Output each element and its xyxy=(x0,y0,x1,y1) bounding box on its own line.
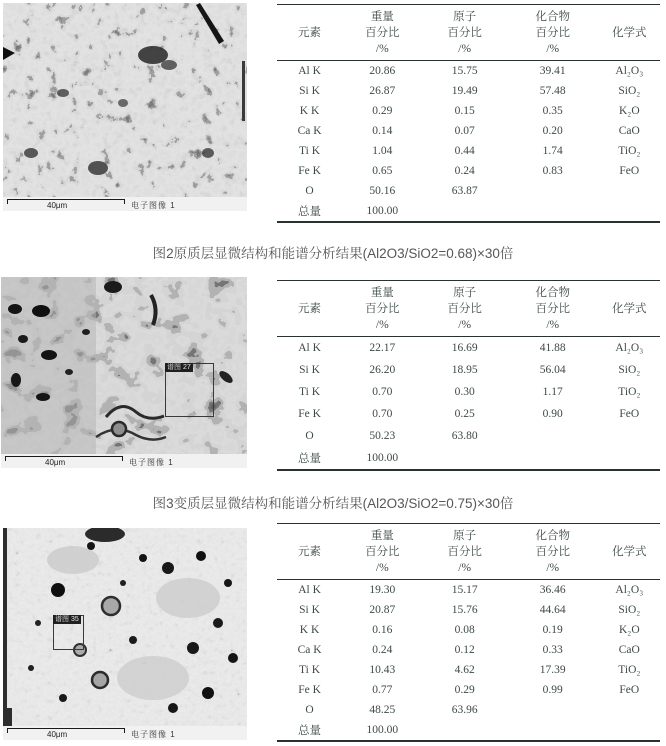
table-row xyxy=(277,580,660,600)
table-header-row xyxy=(277,524,660,580)
table-header-cell: 化学式 xyxy=(612,546,647,558)
table-cell: 0.99 xyxy=(542,684,563,696)
scale-strip xyxy=(3,726,247,740)
eds-table-3 xyxy=(277,523,660,742)
table-cell: Fe K xyxy=(298,684,321,696)
table-header-cell: 化合物 百分比 /% xyxy=(535,11,570,55)
table-cell: 56.04 xyxy=(539,364,566,376)
table-cell: 0.90 xyxy=(542,408,563,420)
table-cell: 0.08 xyxy=(454,624,475,636)
table-cell: 0.70 xyxy=(372,386,393,398)
table-cell: 15.75 xyxy=(451,65,478,77)
table-cell: 0.29 xyxy=(454,684,475,696)
table-cell: 0.14 xyxy=(372,125,393,137)
table-row xyxy=(277,660,660,680)
table-cell: K₂O xyxy=(619,624,640,636)
table-cell: K K xyxy=(299,105,320,117)
table-row xyxy=(277,359,660,381)
table-cell: 0.20 xyxy=(542,125,563,137)
sem-image-2 xyxy=(1,277,247,468)
table-header-cell: 元素 xyxy=(298,546,322,558)
image-type-label: 电子图像 1 xyxy=(129,458,174,467)
table-cell: 48.25 xyxy=(369,704,396,716)
spectrum-marker-box xyxy=(165,363,214,417)
table-header-cell: 重量 百分比 /% xyxy=(365,11,400,55)
image-type-label: 电子图像 1 xyxy=(131,730,176,739)
table-cell: 4.62 xyxy=(454,664,475,676)
table-cell: 总量 xyxy=(298,453,322,465)
table-cell: 100.00 xyxy=(366,452,399,464)
spectrum-marker-label: 谱图 35 xyxy=(55,616,79,623)
table-cell: FeO xyxy=(619,408,640,420)
figure-caption-2: 图2原质层显微结构和能谱分析结果(Al2O3/SiO2=0.68)×30倍 xyxy=(152,246,514,261)
table-cell: CaO xyxy=(618,125,640,137)
table-cell: 50.23 xyxy=(369,430,396,442)
table-cell: 0.19 xyxy=(542,624,563,636)
table-cell: 17.39 xyxy=(539,664,566,676)
table-row xyxy=(277,447,660,469)
table-header-row xyxy=(277,281,660,337)
table-row xyxy=(277,81,660,101)
scale-strip xyxy=(3,197,247,211)
table-row xyxy=(277,720,660,740)
table-cell: 0.83 xyxy=(542,165,563,177)
table-cell: Al K xyxy=(298,342,321,354)
table-cell: 总量 xyxy=(298,725,322,737)
table-header-row xyxy=(277,5,660,61)
table-cell: Ti K xyxy=(299,386,321,398)
table-row xyxy=(277,381,660,403)
table-cell: 0.24 xyxy=(454,165,475,177)
table-cell: 0.30 xyxy=(454,386,475,398)
table-header-cell: 原子 百分比 /% xyxy=(447,11,482,55)
table-cell: 63.96 xyxy=(451,704,478,716)
scale-label: 40μm xyxy=(45,458,66,467)
table-cell: TiO₂ xyxy=(618,386,641,398)
table-cell: Al K xyxy=(298,584,321,596)
table-cell: Ca K xyxy=(297,644,322,656)
table-cell: 15.76 xyxy=(451,604,478,616)
table-row xyxy=(277,337,660,359)
table-row xyxy=(277,700,660,720)
table-header-cell: 化合物 百分比 /% xyxy=(535,530,570,574)
figure-caption-3: 图3变质层显微结构和能谱分析结果(Al2O3/SiO2=0.75)×30倍 xyxy=(152,496,514,511)
table-cell: Ca K xyxy=(297,125,322,137)
table-cell: 0.77 xyxy=(372,684,393,696)
table-cell: 50.16 xyxy=(369,185,396,197)
table-cell: O xyxy=(305,430,314,442)
table-cell: 0.44 xyxy=(454,145,475,157)
table-cell: 1.04 xyxy=(372,145,393,157)
table-cell: 0.35 xyxy=(542,105,563,117)
image-type-label: 电子图像 1 xyxy=(131,201,176,210)
table-header-cell: 元素 xyxy=(298,27,322,39)
table-row xyxy=(277,620,660,640)
table-row xyxy=(277,201,660,221)
table-cell: 0.16 xyxy=(372,624,393,636)
table-row xyxy=(277,680,660,700)
table-row xyxy=(277,101,660,121)
table-header-cell: 化合物 百分比 /% xyxy=(535,287,570,331)
table-cell: CaO xyxy=(618,644,640,656)
table-cell: Al K xyxy=(298,65,321,77)
table-cell: K₂O xyxy=(619,105,640,117)
table-cell: 26.87 xyxy=(369,85,396,97)
table-cell: FeO xyxy=(619,684,640,696)
table-cell: 41.88 xyxy=(539,342,566,354)
table-cell: 15.17 xyxy=(451,584,478,596)
table-cell: 0.29 xyxy=(372,105,393,117)
sem-image-1 xyxy=(3,3,247,211)
table-cell: 0.24 xyxy=(372,644,393,656)
table-cell: O xyxy=(305,185,314,197)
table-cell: 总量 xyxy=(298,206,322,218)
table-cell: K K xyxy=(299,624,320,636)
table-row xyxy=(277,600,660,620)
table-cell: Si K xyxy=(299,364,320,376)
table-cell: 44.64 xyxy=(539,604,566,616)
table-cell: 36.46 xyxy=(539,584,566,596)
spectrum-marker-box xyxy=(53,615,84,650)
table-cell: SiO₂ xyxy=(618,364,641,376)
table-cell: 0.70 xyxy=(372,408,393,420)
table-cell: 22.17 xyxy=(369,342,396,354)
table-cell: 1.17 xyxy=(542,386,563,398)
table-cell: 18.95 xyxy=(451,364,478,376)
table-row xyxy=(277,403,660,425)
table-cell: 100.00 xyxy=(366,205,399,217)
sem-micrograph-1 xyxy=(3,3,247,197)
table-cell: FeO xyxy=(619,165,640,177)
sem-micrograph-3 xyxy=(3,528,247,726)
table-row xyxy=(277,640,660,660)
table-cell: 0.65 xyxy=(372,165,393,177)
table-cell: Ti K xyxy=(299,145,321,157)
table-header-cell: 元素 xyxy=(298,303,322,315)
table-cell: TiO₂ xyxy=(618,664,641,676)
eds-table-1 xyxy=(277,4,660,223)
table-cell: Al₂O₃ xyxy=(615,584,644,596)
sem-image-3 xyxy=(3,528,247,740)
table-cell: Si K xyxy=(299,604,320,616)
table-cell: 0.12 xyxy=(454,644,475,656)
table-cell: 100.00 xyxy=(366,724,399,736)
table-cell: 19.30 xyxy=(369,584,396,596)
scale-label: 40μm xyxy=(47,730,68,739)
scale-label: 40μm xyxy=(47,201,68,210)
table-cell: Ti K xyxy=(299,664,321,676)
spectrum-marker-label: 谱图 27 xyxy=(167,364,191,371)
table-cell: 0.07 xyxy=(454,125,475,137)
table-row xyxy=(277,121,660,141)
table-cell: 39.41 xyxy=(539,65,566,77)
table-cell: 10.43 xyxy=(369,664,396,676)
table-cell: TiO₂ xyxy=(618,145,641,157)
eds-table-2 xyxy=(277,280,660,471)
table-cell: SiO₂ xyxy=(618,604,641,616)
table-row xyxy=(277,141,660,161)
table-cell: 0.33 xyxy=(542,644,563,656)
table-cell: 20.86 xyxy=(369,65,396,77)
table-cell: 16.69 xyxy=(451,342,478,354)
table-cell: 19.49 xyxy=(451,85,478,97)
table-header-cell: 原子 百分比 /% xyxy=(447,530,482,574)
table-row xyxy=(277,61,660,81)
table-cell: 26.20 xyxy=(369,364,396,376)
table-header-cell: 重量 百分比 /% xyxy=(365,530,400,574)
table-cell: 0.15 xyxy=(454,105,475,117)
table-header-cell: 重量 百分比 /% xyxy=(365,287,400,331)
table-cell: O xyxy=(305,704,314,716)
table-row xyxy=(277,181,660,201)
table-header-cell: 原子 百分比 /% xyxy=(447,287,482,331)
table-row xyxy=(277,425,660,447)
table-row xyxy=(277,161,660,181)
table-cell: 20.87 xyxy=(369,604,396,616)
table-cell: 63.80 xyxy=(451,430,478,442)
table-cell: SiO₂ xyxy=(618,85,641,97)
table-cell: Si K xyxy=(299,85,320,97)
table-cell: 57.48 xyxy=(539,85,566,97)
table-cell: 0.25 xyxy=(454,408,475,420)
table-cell: Fe K xyxy=(298,165,321,177)
table-cell: Fe K xyxy=(298,408,321,420)
table-cell: 1.74 xyxy=(542,145,563,157)
table-cell: Al₂O₃ xyxy=(615,342,644,354)
table-header-cell: 化学式 xyxy=(612,303,647,315)
table-cell: 63.87 xyxy=(451,185,478,197)
table-cell: Al₂O₃ xyxy=(615,65,644,77)
table-header-cell: 化学式 xyxy=(612,27,647,39)
scale-strip xyxy=(1,454,247,468)
